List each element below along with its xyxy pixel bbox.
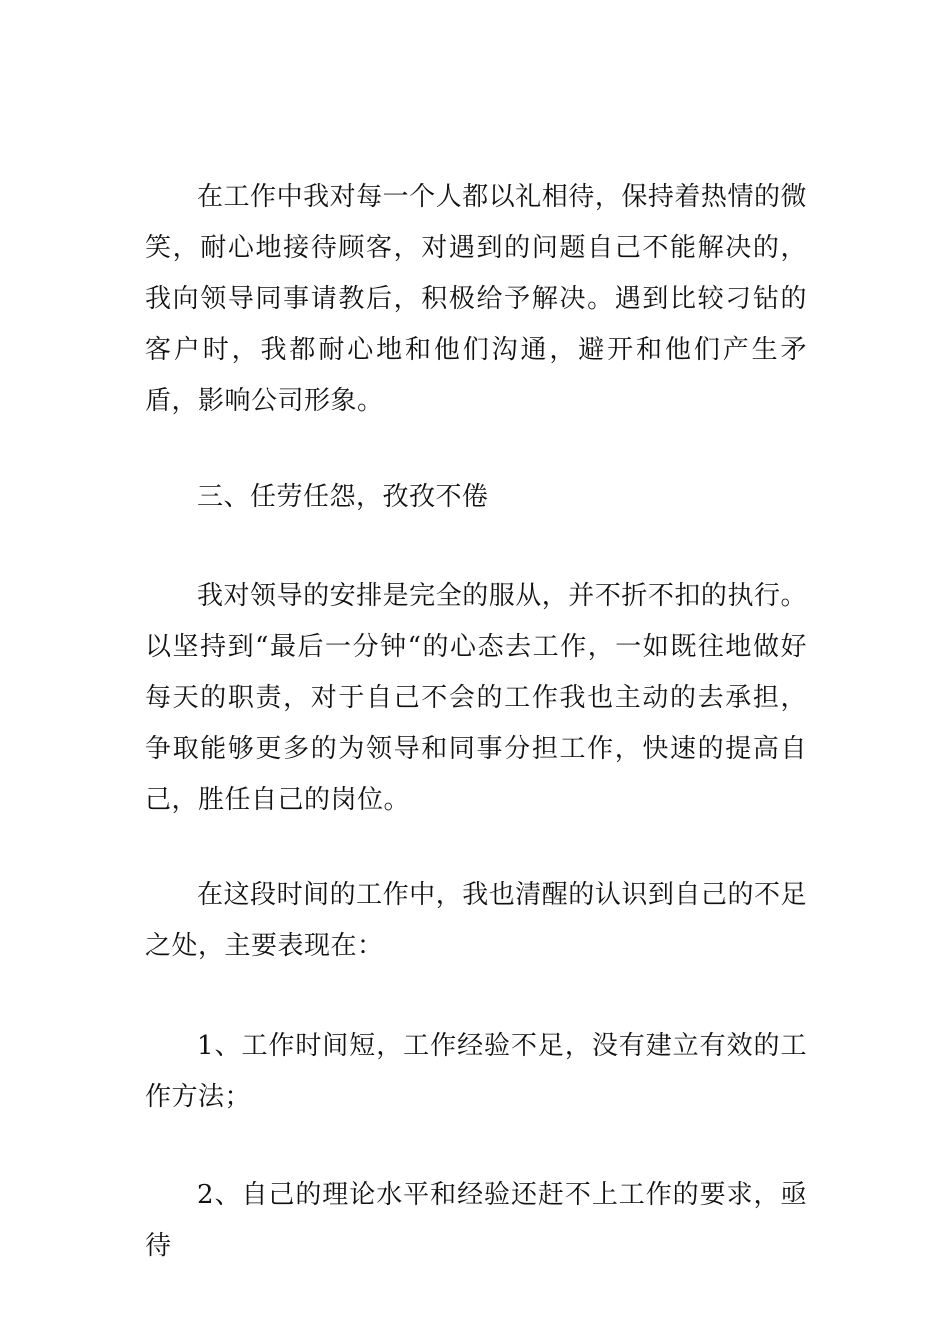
paragraph-shortcomings-intro: 在这段时间的工作中，我也清醒的认识到自己的不足之处，主要表现在： [145, 880, 807, 961]
paragraph-service-attitude: 在工作中我对每一个人都以礼相待，保持着热情的微笑，耐心地接待顾客，对遇到的问题自己不能解决的，我向领导同事请教后，积极给予解决。遇到比较刁钻的客户时，我都耐心地和他们沟通，避开和他们产生矛盾，影响公司形象。 [145, 182, 807, 416]
list-item-shortcoming-1: 1、工作时间短，工作经验不足，没有建立有效的工作方法； [145, 1031, 807, 1112]
section-heading-hardworking: 三、任劳任怨，孜孜不倦 [197, 482, 489, 512]
paragraph-obey-arrangement: 我对领导的安排是完全的服从，并不折不扣的执行。以坚持到“最后一分钟“的心态去工作，一如既往地做好每天的职责，对于自己不会的工作我也主动的去承担，争取能够更多的为领导和同事分担工作，快速的提高自己，胜任自己的岗位。 [145, 581, 807, 815]
list-item-shortcoming-2: 2、自己的理论水平和经验还赶不上工作的要求，亟待 [145, 1180, 807, 1261]
